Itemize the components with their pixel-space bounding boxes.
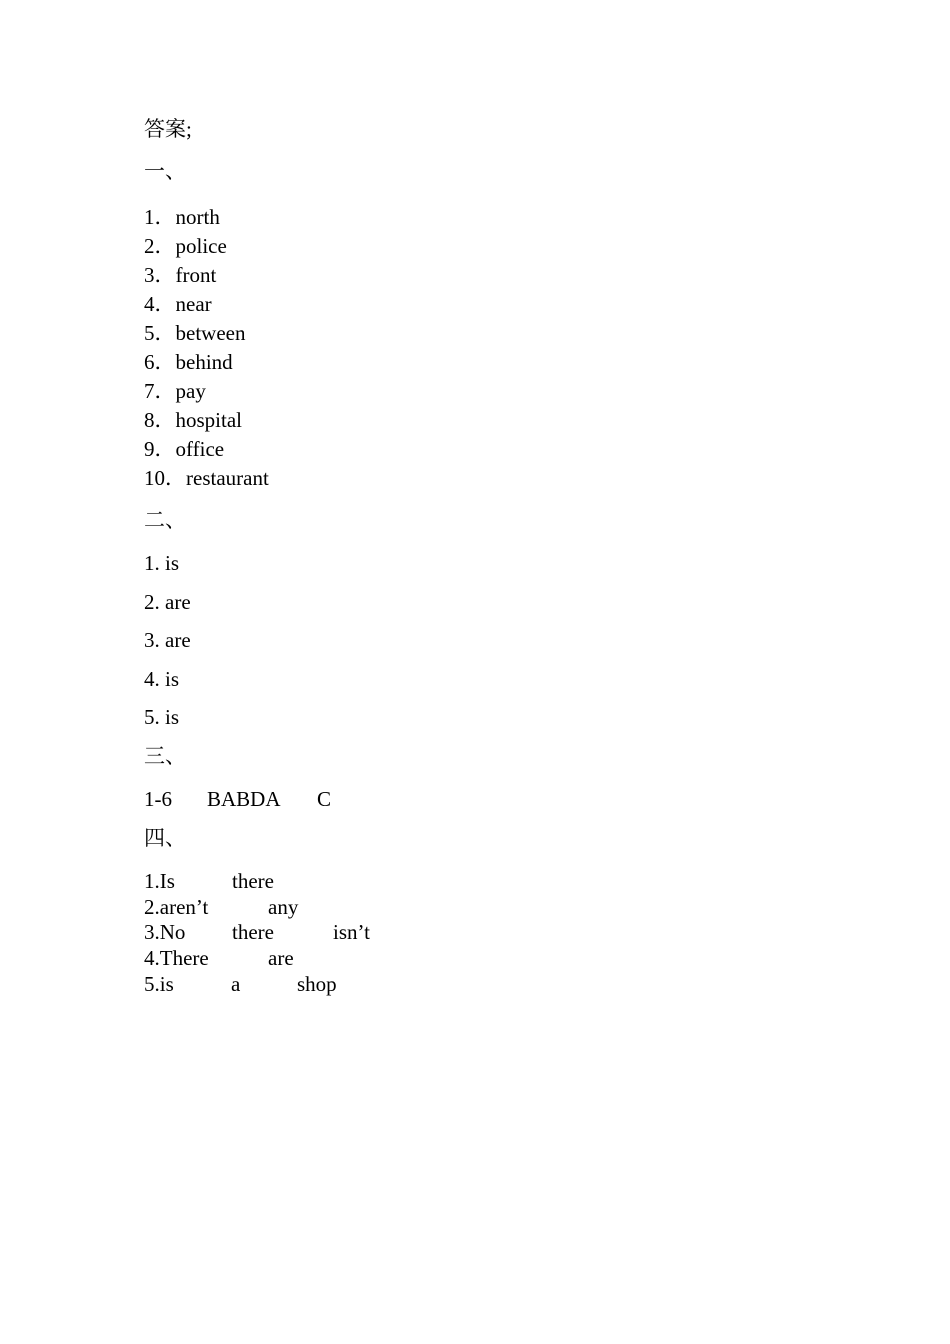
section-4-heading: 四、 bbox=[144, 826, 186, 850]
section-2-item: 2. are bbox=[144, 590, 191, 614]
section-4-word: isn’t bbox=[333, 920, 370, 944]
section-1-item: 10．restaurant bbox=[144, 466, 269, 490]
section-4-word: there bbox=[232, 920, 274, 944]
section-4-word: shop bbox=[297, 972, 337, 996]
section-2-item: 5. is bbox=[144, 705, 180, 729]
section-4-word: 4.There bbox=[144, 946, 209, 970]
section-3-heading: 三、 bbox=[144, 744, 186, 768]
section-3-last-answer: C bbox=[317, 787, 332, 811]
section-4-word: 5.is bbox=[144, 972, 174, 996]
section-2-item: 1. is bbox=[144, 551, 180, 575]
section-3-range: 1-6 bbox=[144, 787, 172, 811]
section-2-item: 4. is bbox=[144, 667, 180, 691]
section-4-word: there bbox=[232, 869, 274, 893]
section-1-item: 9．office bbox=[144, 437, 225, 461]
page-title: 答案; bbox=[144, 117, 192, 141]
section-2-item: 3. are bbox=[144, 628, 191, 652]
section-1-item: 2．police bbox=[144, 234, 227, 258]
section-1-item: 5．between bbox=[144, 321, 246, 345]
section-4-word: a bbox=[231, 972, 241, 996]
section-1-item: 6．behind bbox=[144, 350, 233, 374]
section-4-word: any bbox=[268, 895, 299, 919]
section-1-heading: 一、 bbox=[144, 159, 186, 183]
section-1-item: 1．north bbox=[144, 205, 220, 229]
section-1-item: 8．hospital bbox=[144, 408, 242, 432]
section-4-word: 1.Is bbox=[144, 869, 175, 893]
section-4-word: 3.No bbox=[144, 920, 186, 944]
section-4-word: 2.aren’t bbox=[144, 895, 209, 919]
section-1-item: 7．pay bbox=[144, 379, 206, 403]
section-1-item: 4．near bbox=[144, 292, 212, 316]
section-1-item: 3．front bbox=[144, 263, 217, 287]
section-2-heading: 二、 bbox=[144, 508, 186, 532]
section-4-word: are bbox=[268, 946, 294, 970]
section-3-answers: BABDA bbox=[207, 787, 281, 811]
